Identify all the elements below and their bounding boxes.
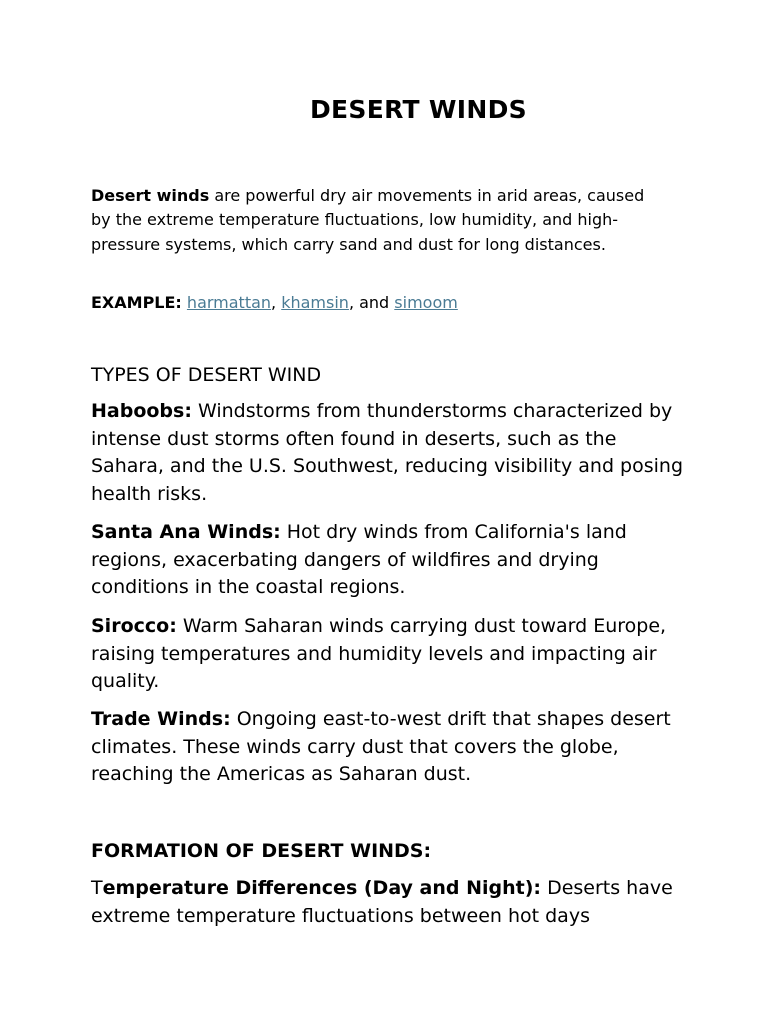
intro-text: are powerful dry air movements in arid areas, caused by the extreme temperature fluctuations, low humidity, and high-pressure systems, which carry sand and dust for long distances. (91, 186, 645, 254)
example-separator: , and (348, 293, 395, 312)
intro-paragraph (91, 184, 661, 257)
link-khamsin[interactable]: khamsin (281, 293, 349, 312)
type-description: Hot dry winds from California's land regions, exacerbating dangers of wildfires and drying conditions in the coastal regions. (91, 521, 627, 599)
intro-term: Desert winds (91, 186, 210, 205)
formation-term: emperature Differences (Day and Night): (102, 877, 542, 899)
type-trade-winds (91, 706, 691, 789)
type-description: Ongoing east-to-west drift that shapes desert climates. These winds carry dust that covers the globe, reaching the Americas as Saharan dust. (91, 708, 671, 786)
type-term: Trade Winds: (91, 708, 231, 730)
type-description: Windstorms from thunderstorms characterized by intense dust storms often found in deserts, such as the Sahara, and the U.S. Southwest, reducing visibility and posing health risks. (91, 400, 684, 506)
example-line (91, 291, 458, 315)
types-heading: TYPES OF DESERT WIND (91, 364, 322, 386)
formation-description: Deserts have extreme temperature fluctuations between hot days (91, 877, 673, 927)
example-label: EXAMPLE: (91, 293, 182, 312)
type-sirocco (91, 613, 691, 696)
type-term: Sirocco: (91, 615, 177, 637)
link-harmattan[interactable]: harmattan (186, 293, 272, 312)
type-santa-ana-winds (91, 519, 691, 602)
type-term: Haboobs: (91, 400, 192, 422)
link-simoom[interactable]: simoom (394, 293, 458, 312)
page-title: DESERT WINDS (310, 95, 527, 124)
type-term: Santa Ana Winds: (91, 521, 281, 543)
example-separator: , (271, 293, 282, 312)
formation-temperature-differences (91, 875, 691, 930)
type-haboobs (91, 398, 691, 509)
formation-heading: FORMATION OF DESERT WINDS: (91, 840, 432, 862)
type-description: Warm Saharan winds carrying dust toward Europe, raising temperatures and humidity levels and impacting air quality. (91, 615, 667, 693)
formation-lead-letter: T (91, 877, 103, 899)
